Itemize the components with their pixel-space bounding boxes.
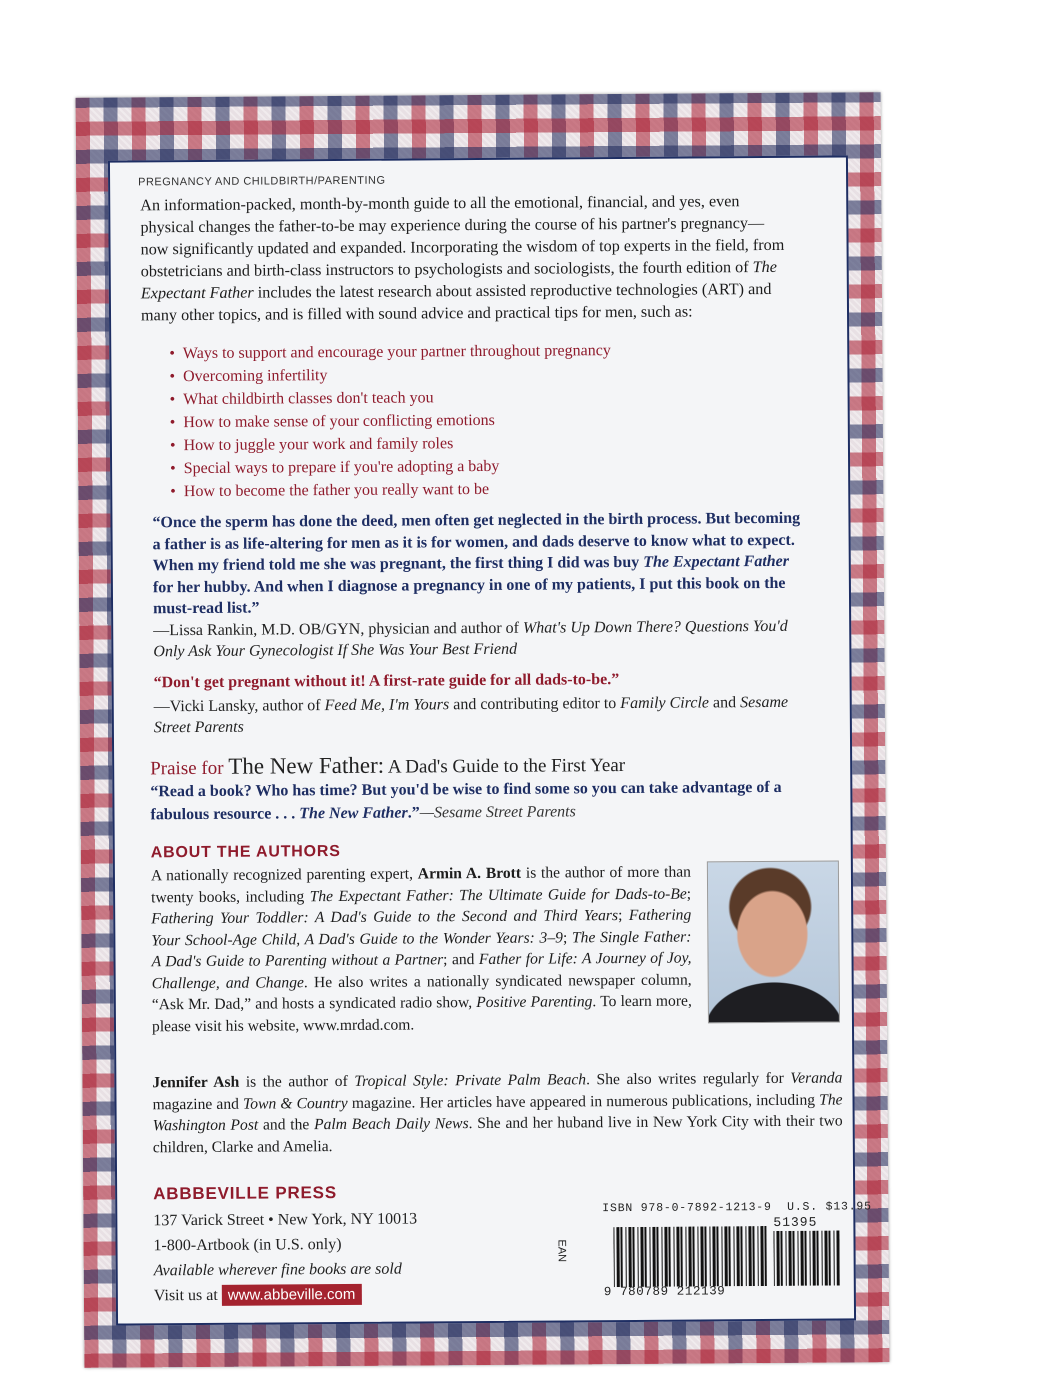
tips-list (183, 339, 612, 503)
barcode-bar (673, 1227, 674, 1287)
barcode-bar (760, 1226, 763, 1286)
barcode-bar (785, 1231, 786, 1286)
barcode-bar (828, 1231, 830, 1286)
barcode-bar (652, 1227, 655, 1287)
barcode-bar (748, 1226, 751, 1286)
barcode-bar (676, 1227, 679, 1287)
back-cover-panel (108, 155, 872, 1325)
barcode-bar (740, 1226, 742, 1286)
barcode-bar (716, 1226, 718, 1286)
testimonial-attribution: —Lissa Rankin, M.D. OB/GYN, physician and author of What's Up Down There? Questions You'd Only Ask Your Gynecologist If She Was Your Best Friend (153, 617, 788, 661)
barcode-bar (721, 1226, 722, 1286)
price-addon-number: 51395 (773, 1214, 818, 1230)
barcode-bar (788, 1231, 791, 1286)
barcode-addon (773, 1231, 839, 1286)
author-bio-ash: Jennifer Ash is the author of Tropical Style: Private Palm Beach. She also writes regularly for Veranda magazine and Town & Country magazine. Her articles have appeared in numerous publications, including The Washington Post and the Palm Beach Daily News. She and her huband live in New York City with their two children, Clarke and Amelia. (152, 1069, 843, 1156)
praise-quote: “Read a book? Who has time? But you'd be wise to find some so you can take advantage of a fabulous resource . . . The New Father.”—Sesame Street Parents (150, 778, 782, 824)
list-item: • How to juggle your work and family roles (184, 431, 612, 457)
barcode-bar (724, 1226, 727, 1286)
barcode-bar (800, 1231, 803, 1286)
isbn-price: ISBN 978-0-7892-1213-9 U.S. $13.95 (602, 1200, 872, 1216)
barcode-bar (685, 1227, 686, 1287)
visit-line: Visit us at www.abbeville.com (154, 1281, 418, 1308)
ean-label: EAN (555, 1239, 568, 1263)
list-item: • Ways to support and encourage your partner throughout pregnancy (183, 339, 611, 365)
barcode-bar (812, 1231, 815, 1286)
barcode-bar (656, 1227, 658, 1287)
barcode-bar (809, 1231, 810, 1286)
barcode-bar (757, 1226, 758, 1286)
author-bio-brott: A nationally recognized parenting expert, Armin A. Brott is the author of more than twenty books, including The Expectant Father: The Ultimate Guide for Dads-to-Be; Fathering Your Toddler: A Dad's Guide to the Second and Third Years; Fathering Your School-Age Child, A Dad's Guide to the Wonder Years: 3–9; The Single Father: A Dad's Guide to Parenting without a Partner; and Father for Life: A Journey of Joy, Challenge, and Change. He also writes a nationally syndicated newspaper column, “Ask Mr. Dad,” and hosts a syndicated radio show, Positive Parenting. To learn more, please visit his website, www.mrdad.com. (150, 863, 692, 1035)
barcode-bar (628, 1227, 631, 1287)
availability-note: Available wherever fine books are sold (153, 1260, 402, 1280)
barcode-bar (797, 1231, 798, 1286)
author-photo (707, 861, 840, 1024)
barcode-bar (776, 1231, 779, 1286)
barcode-bar (824, 1231, 827, 1286)
barcode-bar (661, 1227, 662, 1287)
testimonial-rankin: “Once the sperm has done the deed, men often get neglected in the birth process. But becoming a father is as life-altering for men as it is for women, and dads deserve to know what to expect. When my friend told me she was pregnant, the first thing I did was buy The Expectant Father for her hubby. And when I diagnose a pregnancy in one of my patients, I put this book on the must-read list.” (152, 509, 801, 618)
barcode-bar (736, 1226, 739, 1286)
barcode-bar (780, 1231, 782, 1286)
category-label: PREGNANCY AND CHILDBIRTH/PARENTING (138, 174, 386, 189)
intro-paragraph: An information-packed, month-by-month guide to all the emotional, financial, and yes, even physical changes the father-to-be may experience during the course of his partner's pregnancy—now significantly updated and expanded. Incorporating the wisdom of top experts in the field, from obstetricians and birth-class instructors to psychologists and sociologists, the fourth edition of The Expectant Father includes the latest research about assisted reproductive technologies (ART) and many other topics, and is filled with sound advice and practical tips for men, such as: (140, 192, 785, 325)
barcode-bar (613, 1227, 614, 1287)
barcode-bar (728, 1226, 730, 1286)
barcode-bar (637, 1227, 638, 1287)
barcode-bar (773, 1231, 774, 1286)
list-item: • Special ways to prepare if you're adopting a baby (184, 454, 612, 480)
publisher-info (153, 1206, 418, 1308)
website-link[interactable]: www.abbeville.com (222, 1284, 362, 1306)
publisher-name: ABBBEVILLE PRESS (153, 1183, 337, 1204)
testimonial-attribution: —Vicki Lansky, author of Feed Me, I'm Yours and contributing editor to Family Circle and Sesame Street Parents (153, 693, 789, 737)
barcode-bar (644, 1227, 646, 1287)
barcode-number: 9 780789 212139 (603, 1284, 726, 1300)
testimonial-lansky: “Don't get pregnant without it! A first-rate guide for all dads-to-be.” (153, 671, 620, 692)
book-title: The Expectant Father (140, 257, 777, 303)
barcode-bar (709, 1226, 710, 1286)
barcode-bar (833, 1231, 834, 1286)
barcode-bar (821, 1231, 822, 1286)
list-item: • How to become the father you really want to be (184, 477, 612, 503)
barcode-bar (632, 1227, 634, 1287)
barcode-bar (692, 1227, 694, 1287)
barcode-bar (816, 1231, 818, 1286)
barcode-bar (668, 1227, 670, 1287)
barcode-bar (733, 1226, 734, 1286)
barcode-bar (745, 1226, 746, 1286)
publisher-phone: 1-800-Artbook (in U.S. only) (153, 1235, 342, 1255)
barcode-bar (697, 1227, 698, 1287)
barcode (613, 1226, 768, 1287)
barcode-bar (764, 1226, 766, 1286)
barcode-bar (640, 1227, 643, 1287)
barcode-bar (700, 1226, 703, 1286)
barcode-bar (680, 1227, 682, 1287)
barcode-bar (804, 1231, 806, 1286)
barcode-bar (625, 1227, 626, 1287)
barcode-bar (664, 1227, 667, 1287)
barcode-bar (752, 1226, 754, 1286)
barcode-bar (836, 1231, 839, 1286)
list-item: • How to make sense of your conflicting emotions (184, 408, 612, 434)
barcode-bar (649, 1227, 650, 1287)
barcode-bar (792, 1231, 794, 1286)
barcode-bar (616, 1227, 619, 1287)
list-item: • What childbirth classes don't teach you (184, 385, 612, 411)
publisher-address: 137 Varick Street • New York, NY 10013 (153, 1210, 418, 1230)
about-authors-heading: ABOUT THE AUTHORS (150, 842, 341, 862)
barcode-bar (688, 1227, 691, 1287)
barcode-bar (712, 1226, 715, 1286)
list-item: • Overcoming infertility (183, 362, 611, 388)
barcode-bar (704, 1226, 706, 1286)
barcode-bar (620, 1227, 622, 1287)
praise-heading: Praise for The New Father: A Dad's Guide to the First Year (150, 752, 626, 780)
